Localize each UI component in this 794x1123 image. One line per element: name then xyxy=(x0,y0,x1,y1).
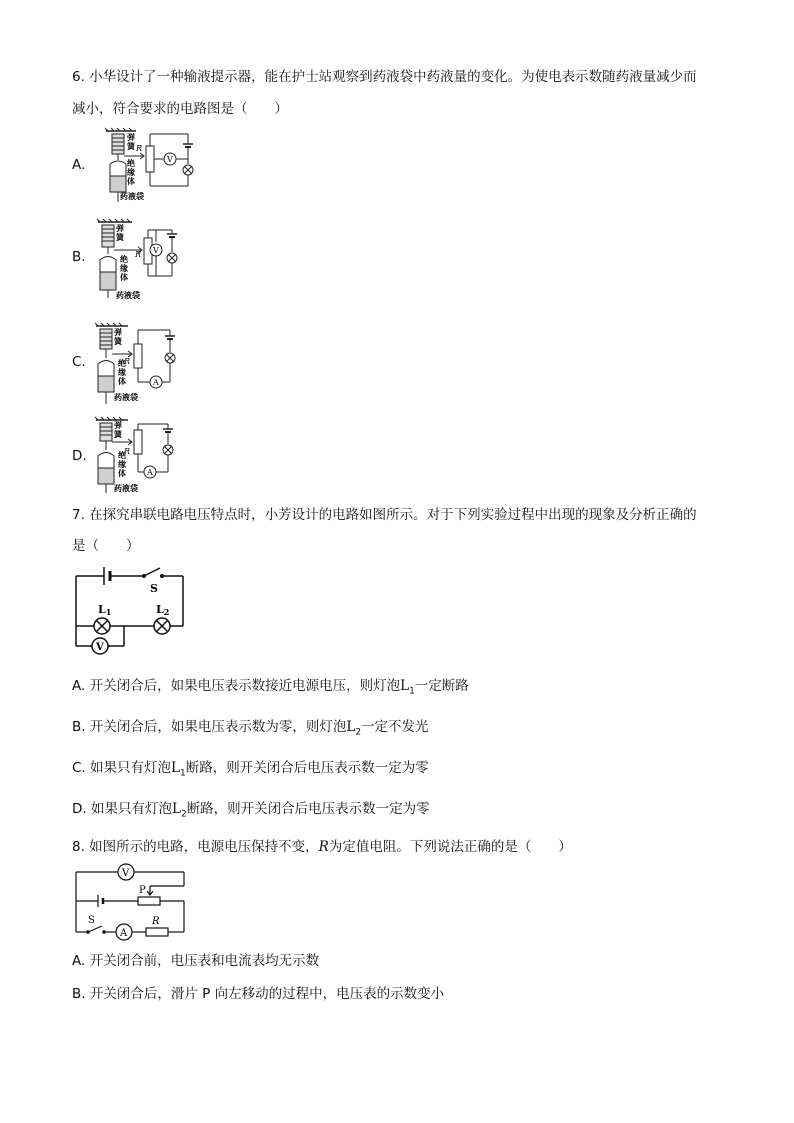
voltmeter-label: V xyxy=(122,868,130,879)
bag-label: 药液袋 xyxy=(114,483,138,493)
spring-label-2: 簧 xyxy=(114,336,122,346)
voltmeter-label: V xyxy=(167,155,173,164)
q6-figure-b xyxy=(92,218,202,300)
q6-option-d-label: D. xyxy=(72,448,87,464)
rheostat-r-label: R xyxy=(124,357,131,366)
slider-p-label: P xyxy=(139,885,146,896)
lamp-l1-label: L1 xyxy=(98,603,112,617)
insulator-label-1: 绝 xyxy=(118,450,126,460)
insulator-label-2: 缘 xyxy=(118,367,126,377)
rheostat-r-label: R xyxy=(124,447,131,456)
q7-option-d: D. 如果只有灯泡$L_2$断路，则开关闭合后电压表示数一定为零 xyxy=(72,801,430,820)
insulator-label-2: 缘 xyxy=(118,459,126,469)
spring-label-1: 弹 xyxy=(127,132,135,142)
switch-label: S xyxy=(150,582,158,595)
ammeter-label: A xyxy=(153,378,159,387)
spring-label-2: 簧 xyxy=(114,429,122,439)
q6-option-c-label: C. xyxy=(72,354,86,370)
spring-label-2: 簧 xyxy=(116,232,124,242)
bag-label: 药液袋 xyxy=(120,191,144,201)
q6-stem-line2: 减小，符合要求的电路图是（ ） xyxy=(72,101,288,117)
spring-label-1: 弹 xyxy=(116,223,124,233)
q6-figure-c xyxy=(92,322,192,406)
q7-option-c: C. 如果只有灯泡$L_1$断路，则开关闭合后电压表示数一定为零 xyxy=(72,760,429,779)
q7-circuit-figure xyxy=(72,562,190,660)
insulator-label-1: 绝 xyxy=(120,254,128,264)
insulator-label-3: 体 xyxy=(118,376,126,386)
insulator-label-2: 缘 xyxy=(120,263,128,273)
q6-stem-line1: 6. 小华设计了一种输液提示器，能在护士站观察到药液袋中药液量的变化。为使电表示数随药液量减少而 xyxy=(72,69,697,85)
q6-figure-d xyxy=(92,416,192,494)
bag-label: 药液袋 xyxy=(114,392,138,402)
rheostat-r-label: R xyxy=(136,144,143,153)
ammeter-label: A xyxy=(120,928,128,939)
q6-option-b-label: B. xyxy=(72,249,86,265)
insulator-label-1: 绝 xyxy=(118,358,126,368)
rheostat-r-label: R xyxy=(135,250,142,259)
insulator-label-3: 体 xyxy=(120,272,128,282)
insulator-label-3: 体 xyxy=(118,468,126,478)
q8-stem: 8. 如图所示的电路，电源电压保持不变，R为定值电阻。下列说法正确的是（ ） xyxy=(72,839,572,855)
switch-label: S xyxy=(88,915,95,926)
q6-figure-a xyxy=(92,126,202,204)
q6-option-a-label: A. xyxy=(72,157,86,173)
voltmeter-label: V xyxy=(153,246,159,255)
voltmeter-label: V xyxy=(96,642,104,653)
insulator-label-1: 绝 xyxy=(127,158,135,168)
q7-stem-line2: 是（ ） xyxy=(72,538,140,554)
lamp-l2-label: L2 xyxy=(156,603,170,617)
insulator-label-2: 缘 xyxy=(127,167,135,177)
bag-label: 药液袋 xyxy=(116,290,140,300)
q8-circuit-figure xyxy=(72,860,190,946)
q8-option-a: A. 开关闭合前，电压表和电流表均无示数 xyxy=(72,953,320,969)
spring-label-2: 簧 xyxy=(127,141,135,151)
q7-option-a: A. 开关闭合后，如果电压表示数接近电源电压，则灯泡$L_1$一定断路 xyxy=(72,678,469,697)
q7-option-b: B. 开关闭合后，如果电压表示数为零，则灯泡$L_2$一定不发光 xyxy=(72,719,429,738)
q8-option-b: B. 开关闭合后，滑片 P 向左移动的过程中，电压表的示数变小 xyxy=(72,986,445,1002)
spring-label-1: 弹 xyxy=(114,327,122,337)
insulator-label-3: 体 xyxy=(127,176,135,186)
q7-stem-line1: 7. 在探究串联电路电压特点时，小芳设计的电路如图所示。对于下列实验过程中出现的现象及分析正确的 xyxy=(72,507,697,523)
ammeter-label: A xyxy=(147,468,153,477)
resistor-r-label: R xyxy=(152,916,160,927)
spring-label-1: 弹 xyxy=(114,420,122,430)
